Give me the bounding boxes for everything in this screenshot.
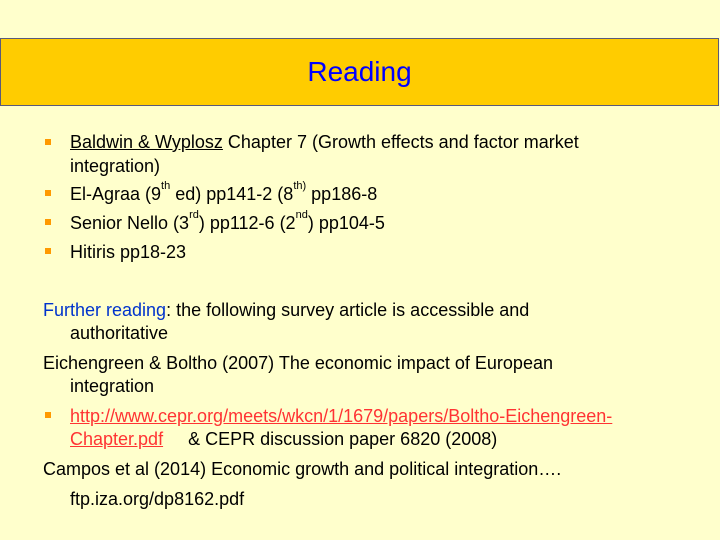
reading-item-hitiris: Hitiris pp18-23 [70,242,187,262]
further-reading-line [43,299,529,322]
elagraa-sup-1: th [161,180,171,192]
elagraa-text-a: El-Agraa (9 [70,184,162,204]
iza-line: ftp.iza.org/dp8162.pdf [70,489,245,509]
reading-item-baldwin-cont: integration) [70,156,161,176]
elagraa-sup-2: th) [293,180,307,192]
nello-sup-1: rd [189,209,199,221]
title-bar [0,38,719,106]
cepr-link[interactable]: http://www.cepr.org/meets/wkcn/1/1679/papers/Boltho-Eichengreen- [70,406,613,426]
bullet-marker [45,139,51,145]
cepr-link-cont[interactable]: Chapter.pdf [70,429,164,449]
baldwin-author: Baldwin & Wyplosz [70,132,223,152]
eichengreen-line: Eichengreen & Boltho (2007) The economic impact of European [43,353,553,373]
nello-text-c: ) pp104-5 [307,213,385,233]
elagraa-text-b: ed) pp141-2 (8 [170,184,294,204]
cepr-link-line [70,405,612,428]
campos-line: Campos et al (2014) Economic growth and political integration…. [43,459,562,479]
eichengreen-line-cont: integration [70,376,155,396]
bullet-marker [45,190,51,196]
nello-sup-2: nd [295,209,308,221]
cepr-link-line-cont [70,428,497,451]
further-reading-text: : the following survey article is accessible and [166,300,530,320]
nello-text-a: Senior Nello (3 [70,213,190,233]
baldwin-text: Chapter 7 (Growth effects and factor market [222,132,579,152]
cepr-discussion-text: & CEPR discussion paper 6820 (2008) [163,429,498,449]
bullet-marker [45,219,51,225]
bullet-marker [45,412,51,418]
bullet-marker [45,248,51,254]
reading-item-elagraa [70,180,378,206]
reading-item-nello [70,209,385,235]
slide-title: Reading [307,56,412,87]
nello-text-b: ) pp112-6 (2 [198,213,296,233]
elagraa-text-c: pp186-8 [306,184,378,204]
further-reading-cont: authoritative [70,323,169,343]
further-reading-label: Further reading [43,300,167,320]
reading-item-baldwin [70,131,579,154]
